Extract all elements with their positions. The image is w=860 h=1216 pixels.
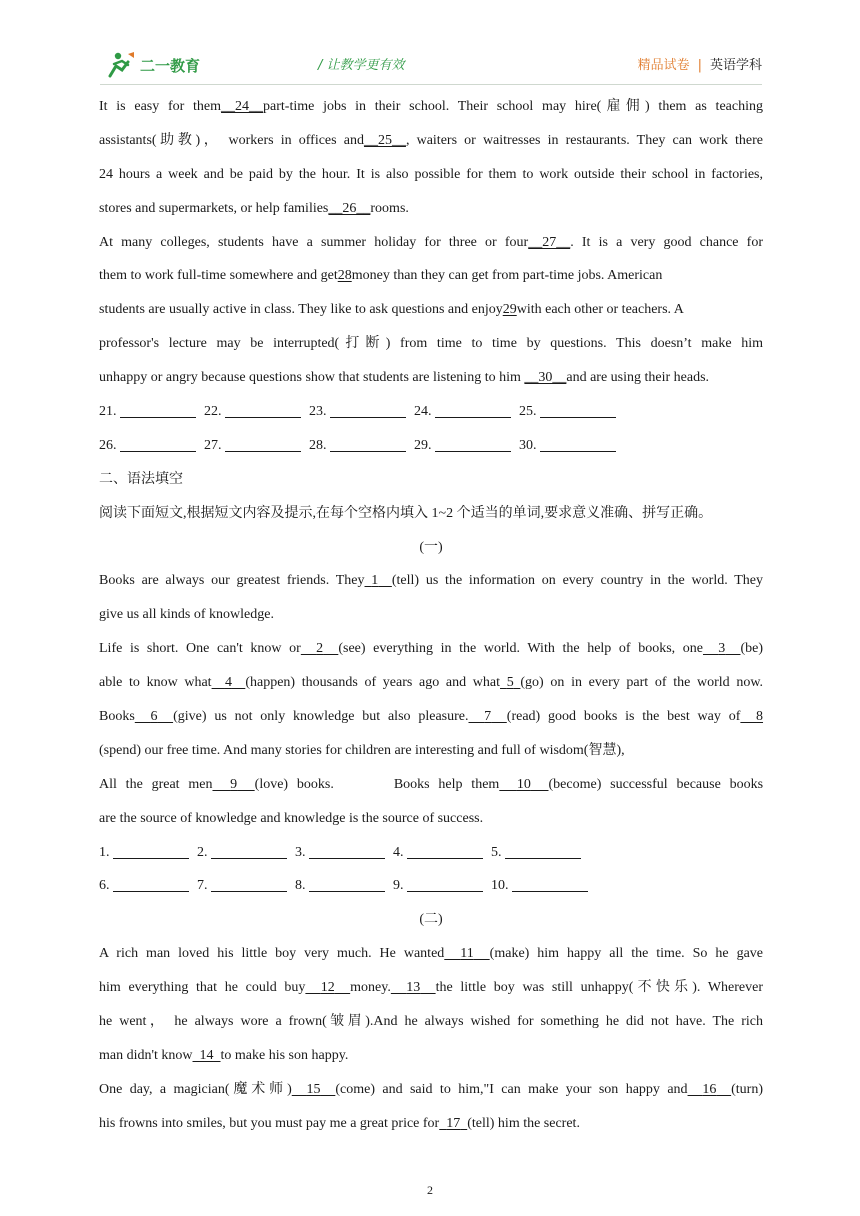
answer-blank[interactable]	[407, 842, 483, 859]
header-slogan: / 让教学更有效	[318, 58, 405, 73]
answer-slot: 25.	[519, 398, 616, 426]
text-line: It is easy for them__24__part-time jobs in their school. Their school may hire(雇佣) them as teaching	[99, 99, 763, 114]
text-line: him everything that he could buy 12 money. 13 the little boy was still unhappy(不快乐). Wherever	[99, 980, 763, 996]
answer-row	[99, 398, 763, 432]
answer-slot: 23.	[309, 398, 406, 426]
text-line: he went， he always wore a frown(皱眉).And he always wished for something he did not have. The rich	[99, 1014, 763, 1030]
part-label: (一)	[419, 539, 443, 555]
answer-slot: 7.	[197, 872, 287, 900]
answer-blank[interactable]	[113, 842, 189, 859]
answer-blank[interactable]	[330, 401, 406, 418]
answer-slot: 24.	[414, 398, 511, 426]
text-line: 24 hours a week and be paid by the hour. It is also possible for them to work outside their school in factories,	[99, 166, 763, 182]
answer-slot: 5.	[491, 839, 581, 867]
text-line: them to work full-time somewhere and get28money than they can get from part-time jobs. American	[99, 268, 663, 284]
answer-blank[interactable]	[330, 435, 406, 452]
answer-blank[interactable]	[120, 401, 196, 418]
text-line: unhappy or angry because questions show that students are listening to him __30__and are using their heads.	[99, 370, 710, 386]
header-label-subject: 英语学科	[709, 58, 762, 73]
answer-blank[interactable]	[407, 875, 483, 892]
text-line: A rich man loved his little boy very much. He wanted 11 (make) him happy all the time. So he gave	[99, 946, 764, 962]
header-subject	[638, 54, 762, 73]
text-line: give us all kinds of knowledge.	[99, 607, 274, 623]
answer-slot: 21.	[99, 398, 196, 426]
page-header	[100, 48, 762, 82]
answer-slot: 10.	[491, 872, 588, 900]
document-body	[99, 93, 763, 1144]
answer-slot: 29.	[414, 432, 511, 460]
answer-blank[interactable]	[435, 401, 511, 418]
text-line: professor's lecture may be interrupted(打断) from time to time by questions. This doesn’t make him	[99, 336, 763, 352]
answer-slot: 26.	[99, 432, 196, 460]
answer-slot: 30.	[519, 432, 616, 460]
answer-blank[interactable]	[225, 435, 301, 452]
answer-slot: 3.	[295, 839, 385, 867]
text-line: his frowns into smiles, but you must pay me a great price for 17 (tell) him the secret.	[99, 1115, 580, 1131]
answer-blank[interactable]	[113, 875, 189, 892]
text-line: man didn't know 14 to make his son happy.	[99, 1047, 349, 1063]
answer-blank[interactable]	[309, 875, 385, 892]
answer-slot: 22.	[204, 398, 301, 426]
answer-blank[interactable]	[540, 435, 616, 452]
text-line: assistants(助教)， workers in offices and__25__, waiters or waitresses in restaurants. They can work there	[99, 132, 763, 148]
answer-slot: 4.	[393, 839, 483, 867]
answer-slot: 1.	[99, 839, 189, 867]
text-line: Books 6 (give) us not only knowledge but also pleasure. 7 (read) good books is the best way of 8	[99, 709, 764, 725]
answer-blank[interactable]	[211, 842, 287, 859]
text-line: Books are always our greatest friends. They 1 (tell) us the information on every country in the world. They	[99, 573, 763, 589]
text-line: stores and supermarkets, or help families__26__rooms.	[99, 200, 409, 216]
text-line: able to know what 4 (happen) thousands of years ago and what 5 (go) on in every part of the world now.	[99, 675, 764, 691]
header-divider	[100, 84, 762, 85]
answer-row	[99, 839, 763, 873]
brand-text: 二一教育	[140, 57, 201, 75]
page-number: 2	[427, 1183, 433, 1197]
text-line: All the great men 9 (love) books. Books help them 10 (become) successful because books	[99, 776, 764, 792]
brand-logo-icon	[104, 50, 222, 80]
text-line: At many colleges, students have a summer holiday for three or four__27__. It is a very good chance for	[99, 234, 763, 250]
answer-slot: 6.	[99, 872, 189, 900]
answer-slot: 8.	[295, 872, 385, 900]
answer-row	[99, 432, 763, 466]
answer-blank[interactable]	[309, 842, 385, 859]
answer-blank[interactable]	[540, 401, 616, 418]
answer-row	[99, 872, 763, 906]
text-line: (spend) our free time. And many stories for children are interesting and full of wisdom(智慧),	[99, 742, 625, 758]
text-line: are the source of knowledge and knowledge is the source of success.	[99, 810, 484, 826]
answer-slot: 9.	[393, 872, 483, 900]
answer-blank[interactable]	[505, 842, 581, 859]
answer-slot: 28.	[309, 432, 406, 460]
answer-slot: 2.	[197, 839, 287, 867]
text-line: One day, a magician(魔术师) 15 (come) and said to him,"I can make your son happy and 16 (turn)	[99, 1081, 764, 1097]
part-label: (二)	[419, 912, 443, 928]
header-separator: |	[697, 58, 702, 73]
answer-blank[interactable]	[435, 435, 511, 452]
section-instruction: 阅读下面短文,根据短文内容及提示,在每个空格内填入 1~2 个适当的单词,要求意义准确、拼写正确。	[99, 505, 713, 521]
answer-blank[interactable]	[512, 875, 588, 892]
section-title: 二、语法填空	[99, 471, 183, 487]
answer-blank[interactable]	[225, 401, 301, 418]
header-label-quality: 精品试卷	[637, 58, 690, 73]
answer-blank[interactable]	[211, 875, 287, 892]
text-line: Life is short. One can't know or 2 (see) everything in the world. With the help of books, one 3 (be)	[99, 641, 764, 657]
answer-blank[interactable]	[120, 435, 196, 452]
text-line: students are usually active in class. They like to ask questions and enjoy29with each other or teachers. A	[99, 302, 684, 318]
answer-slot: 27.	[204, 432, 301, 460]
